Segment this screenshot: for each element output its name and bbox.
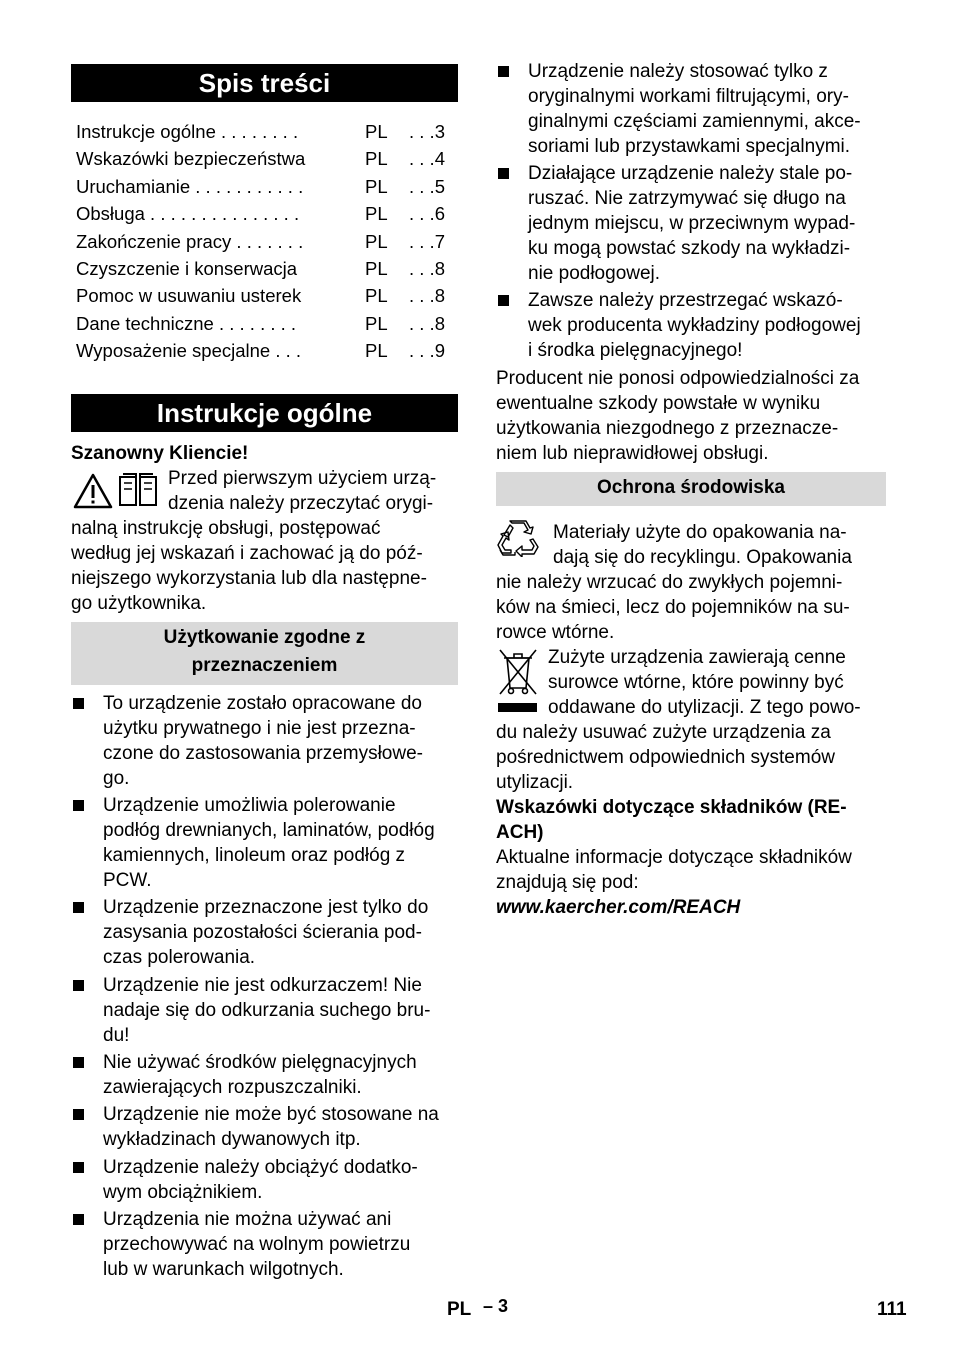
intro-line: Przed pierwszym użyciem urzą- bbox=[168, 468, 437, 489]
bullet-line: kamiennych, linoleum oraz podłóg z bbox=[103, 845, 406, 866]
toc-entry-lang: PL bbox=[365, 148, 388, 170]
bullet-line: czone do zastosowania przemysłowe- bbox=[103, 743, 423, 764]
weee-line: Zużyte urządzenia zawierają cenne bbox=[548, 647, 846, 668]
toc-entry-page: . . .8 bbox=[409, 285, 445, 307]
toc-entry-lang: PL bbox=[365, 175, 388, 197]
bullet-line: soriami lub przystawkami specjalnymi. bbox=[528, 136, 851, 157]
toc-heading: Spis treści bbox=[71, 64, 458, 102]
toc-entry-title: Uruchamianie . . . . . . . . . . . bbox=[76, 175, 304, 197]
intended-use-heading-line: przeznaczeniem bbox=[191, 655, 338, 676]
bullet-square-icon bbox=[73, 1109, 84, 1120]
bullet-line: ku mogą powstać szkody na wykładzi- bbox=[528, 238, 851, 259]
bullet-line: ruszać. Nie zatrzymywać się długo na bbox=[528, 188, 846, 209]
toc-row[interactable] bbox=[71, 255, 458, 282]
table-of-contents bbox=[71, 118, 458, 365]
warning-icon bbox=[73, 473, 113, 509]
footer-language: PL bbox=[447, 1299, 472, 1320]
toc-row[interactable] bbox=[71, 282, 458, 309]
toc-entry-lang: PL bbox=[365, 257, 388, 279]
bullet-line: du! bbox=[103, 1025, 130, 1046]
weee-line: du należy usuwać zużyte urządzenia za bbox=[496, 722, 831, 743]
bullet-line: Działające urządzenie należy stale po- bbox=[528, 163, 853, 184]
intro-line: niejszego wykorzystania lub dla następne- bbox=[71, 568, 427, 589]
bullet-line: ginalnymi częściami zamiennymi, akce- bbox=[528, 111, 861, 132]
bullet-square-icon bbox=[73, 1214, 84, 1225]
toc-entry-page: . . .8 bbox=[409, 312, 445, 334]
bullet-line: podłóg drewnianych, laminatów, podłóg bbox=[103, 820, 435, 841]
bullet-line: czas polerowania. bbox=[103, 947, 256, 968]
bullet-square-icon bbox=[73, 1057, 84, 1068]
toc-entry-lang: PL bbox=[365, 340, 388, 362]
bullet-line: wykładzinach dywanowych itp. bbox=[103, 1129, 361, 1150]
toc-entry-title: Dane techniczne . . . . . . . . bbox=[76, 312, 297, 334]
toc-entry-title: Obsługa . . . . . . . . . . . . . . . bbox=[76, 203, 300, 225]
weee-line: oddawane do utylizacji. Z tego powo- bbox=[548, 697, 861, 718]
intro-line: według jej wskazań i zachować ją do póź- bbox=[71, 543, 423, 564]
bullet-square-icon bbox=[498, 66, 509, 77]
toc-row[interactable] bbox=[71, 118, 458, 145]
intro-line: go użytkownika. bbox=[71, 593, 207, 614]
bullet-square-icon bbox=[73, 800, 84, 811]
toc-entry-lang: PL bbox=[365, 121, 388, 142]
bullet-line: To urządzenie zostało opracowane do bbox=[103, 693, 422, 714]
toc-entry-title: Instrukcje ogólne . . . . . . . . bbox=[76, 121, 299, 142]
toc-entry-page: . . .6 bbox=[409, 203, 445, 225]
toc-entry-page: . . .3 bbox=[409, 121, 445, 142]
bullet-line: wek producenta wykładziny podłogowej bbox=[528, 315, 861, 336]
toc-row[interactable] bbox=[71, 200, 458, 227]
manual-icon bbox=[117, 471, 159, 509]
recycling-icon bbox=[497, 519, 539, 557]
bullet-line: Urządzenie umożliwia polerowanie bbox=[103, 795, 396, 816]
recycling-line: dają się do recyklingu. Opakowania bbox=[553, 547, 852, 568]
bullet-line: Nie używać środków pielęgnacyjnych bbox=[103, 1052, 417, 1073]
bullet-line: użytku prywatnego i nie jest przezna- bbox=[103, 718, 416, 739]
intro-line: dzenia należy przeczytać orygi- bbox=[168, 493, 434, 514]
weee-line: surowce wtórne, które powinny być bbox=[548, 672, 844, 693]
bullet-line: Urządzenie nie może być stosowane na bbox=[103, 1104, 439, 1125]
intro-line: nalną instrukcję obsługi, postępować bbox=[71, 518, 381, 539]
weee-line: utylizacji. bbox=[496, 772, 574, 793]
reach-text-line: znajdują się pod: bbox=[496, 872, 639, 893]
bullet-line: lub w warunkach wilgotnych. bbox=[103, 1259, 344, 1280]
bullet-line: Urządzenie należy obciążyć dodatko- bbox=[103, 1157, 418, 1178]
toc-entry-page: . . .8 bbox=[409, 257, 445, 279]
bullet-square-icon bbox=[73, 980, 84, 991]
footer-page-number: 111 bbox=[877, 1299, 907, 1320]
toc-row[interactable] bbox=[71, 310, 458, 337]
bullet-line: nadaje się do odkurzania suchego bru- bbox=[103, 1000, 431, 1021]
recycling-line: ków na śmieci, lecz do pojemników na su- bbox=[496, 597, 850, 618]
bullet-line: wym obciążnikiem. bbox=[103, 1182, 263, 1203]
bullet-line: przechowywać na wolnym powietrzu bbox=[103, 1234, 411, 1255]
intended-use-heading bbox=[71, 622, 458, 685]
bullet-square-icon bbox=[498, 295, 509, 306]
recycling-line: Materiały użyte do opakowania na- bbox=[553, 522, 847, 543]
toc-entry-title: Zakończenie pracy . . . . . . . bbox=[76, 230, 304, 252]
liability-line: użytkowania niezgodnego z przeznacze- bbox=[496, 418, 839, 439]
bullet-line: Urządzenia nie można używać ani bbox=[103, 1209, 392, 1230]
toc-entry-lang: PL bbox=[365, 230, 388, 252]
bullet-square-icon bbox=[73, 1162, 84, 1173]
toc-entry-page: . . .4 bbox=[409, 148, 445, 170]
bullet-line: Zawsze należy przestrzegać wskazó- bbox=[528, 290, 843, 311]
greeting: Szanowny Kliencie! bbox=[71, 443, 249, 464]
liability-line: niem lub nieprawidłowej obsługi. bbox=[496, 443, 769, 464]
recycling-line: rowce wtórne. bbox=[496, 622, 615, 643]
bullet-line: PCW. bbox=[103, 870, 152, 891]
toc-entry-title: Wskazówki bezpieczeństwa bbox=[76, 148, 306, 170]
reach-link[interactable]: www.kaercher.com/REACH bbox=[496, 897, 741, 918]
liability-line: Producent nie ponosi odpowiedzialności za bbox=[496, 368, 860, 389]
toc-entry-page: . . .9 bbox=[409, 340, 445, 362]
footer-section-page: – 3 bbox=[483, 1296, 509, 1316]
bullet-line: jednym miejscu, w przeciwnym wypad- bbox=[528, 213, 856, 234]
reach-text-line: Aktualne informacje dotyczące składników bbox=[496, 847, 852, 868]
environment-heading: Ochrona środowiska bbox=[496, 472, 886, 506]
bullet-line: oryginalnymi workami filtrującymi, ory- bbox=[528, 86, 849, 107]
bullet-line: Urządzenie przeznaczone jest tylko do bbox=[103, 897, 429, 918]
reach-title-line: ACH) bbox=[496, 822, 544, 843]
reach-title-line: Wskazówki dotyczące składników (RE- bbox=[496, 797, 847, 818]
bullet-line: nie podłogowej. bbox=[528, 263, 661, 284]
toc-entry-lang: PL bbox=[365, 285, 388, 307]
intended-use-heading-line: Użytkowanie zgodne z bbox=[163, 627, 366, 648]
toc-row[interactable] bbox=[71, 337, 458, 364]
crossed-bin-icon bbox=[497, 648, 539, 714]
toc-row[interactable] bbox=[71, 173, 458, 200]
toc-entry-title: Wyposażenie specjalne . . . bbox=[76, 340, 302, 362]
bullet-line: i środka pielęgnacyjnego! bbox=[528, 340, 743, 361]
recycling-line: nie należy wrzucać do zwykłych pojemni- bbox=[496, 572, 843, 593]
toc-row[interactable] bbox=[71, 228, 458, 255]
bullet-square-icon bbox=[73, 902, 84, 913]
bullet-line: zawierających rozpuszczalniki. bbox=[103, 1077, 362, 1098]
general-instructions-heading: Instrukcje ogólne bbox=[71, 394, 458, 432]
bullet-line: go. bbox=[103, 768, 130, 789]
weee-line: pośrednictwem odpowiednich systemów bbox=[496, 747, 835, 768]
toc-entry-page: . . .5 bbox=[409, 175, 445, 197]
bullet-square-icon bbox=[498, 168, 509, 179]
bullet-square-icon bbox=[73, 698, 84, 709]
toc-entry-title: Czyszczenie i konserwacja bbox=[76, 257, 298, 279]
bullet-line: Urządzenie nie jest odkurzaczem! Nie bbox=[103, 975, 422, 996]
toc-entry-page: . . .7 bbox=[409, 230, 445, 252]
bullet-line: zasysania pozostałości ścierania pod- bbox=[103, 922, 422, 943]
toc-entry-title: Pomoc w usuwaniu usterek bbox=[76, 285, 302, 307]
toc-entry-lang: PL bbox=[365, 203, 388, 225]
toc-entry-lang: PL bbox=[365, 312, 388, 334]
toc-row[interactable] bbox=[71, 145, 458, 172]
bullet-line: Urządzenie należy stosować tylko z bbox=[528, 61, 828, 82]
liability-line: ewentualne szkody powstałe w wyniku bbox=[496, 393, 821, 414]
